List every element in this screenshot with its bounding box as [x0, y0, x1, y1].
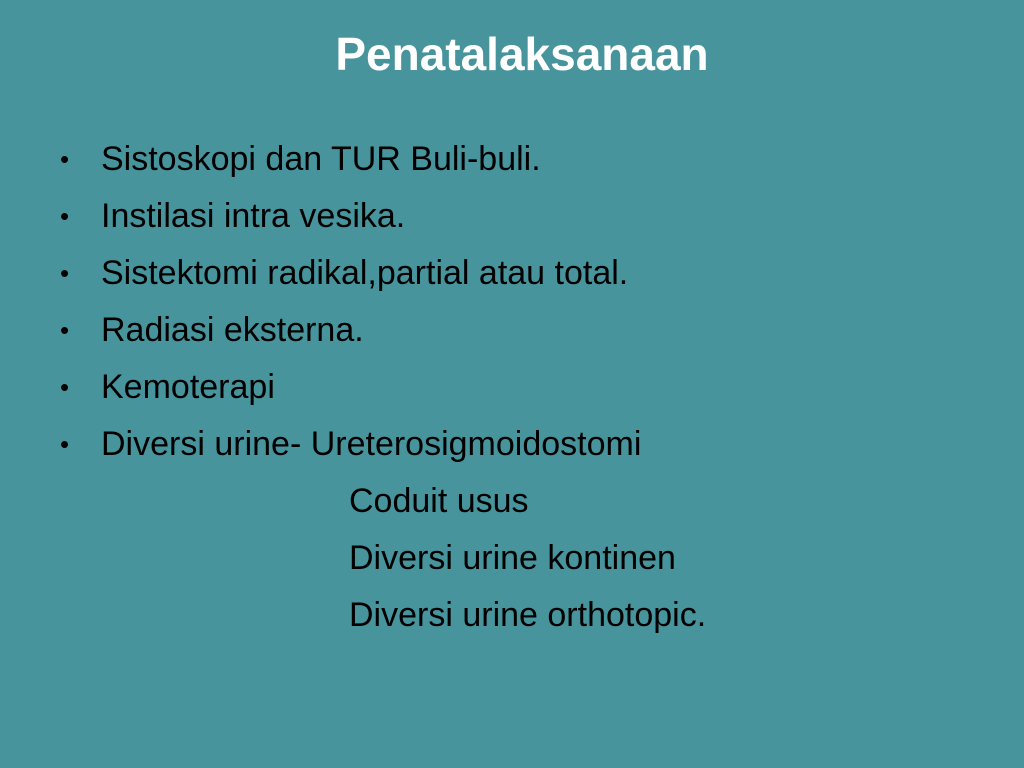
sub-item	[60, 530, 980, 587]
sub-item-text: Coduit usus	[349, 482, 529, 520]
bullet-text: Sistoskopi dan TUR Buli-buli.	[101, 140, 541, 178]
bullet-text: Kemoterapi	[101, 368, 275, 406]
sub-item-text: Diversi urine kontinen	[349, 539, 676, 577]
bullet-text: Radiasi eksterna.	[101, 311, 364, 349]
sub-item-text: Diversi urine orthotopic.	[349, 596, 707, 634]
bullet-marker: •	[60, 372, 70, 402]
bullet-marker: •	[60, 144, 70, 174]
bullet-marker: •	[60, 258, 70, 288]
bullet-item	[60, 416, 980, 473]
bullet-item	[60, 245, 980, 302]
bullet-marker: •	[60, 429, 70, 459]
bullet-text: Sistektomi radikal,partial atau total.	[101, 254, 629, 292]
bullet-item	[60, 359, 980, 416]
bullet-item	[60, 302, 980, 359]
bullet-list	[60, 131, 980, 644]
bullet-text: Instilasi intra vesika.	[101, 197, 406, 235]
bullet-item	[60, 131, 980, 188]
bullet-text: Diversi urine- Ureterosigmoidostomi	[101, 425, 642, 463]
sub-item	[60, 587, 980, 644]
bullet-marker: •	[60, 201, 70, 231]
slide-title: Penatalaksanaan	[335, 28, 709, 80]
bullet-marker: •	[60, 315, 70, 345]
sub-item	[60, 473, 980, 530]
bullet-item	[60, 188, 980, 245]
